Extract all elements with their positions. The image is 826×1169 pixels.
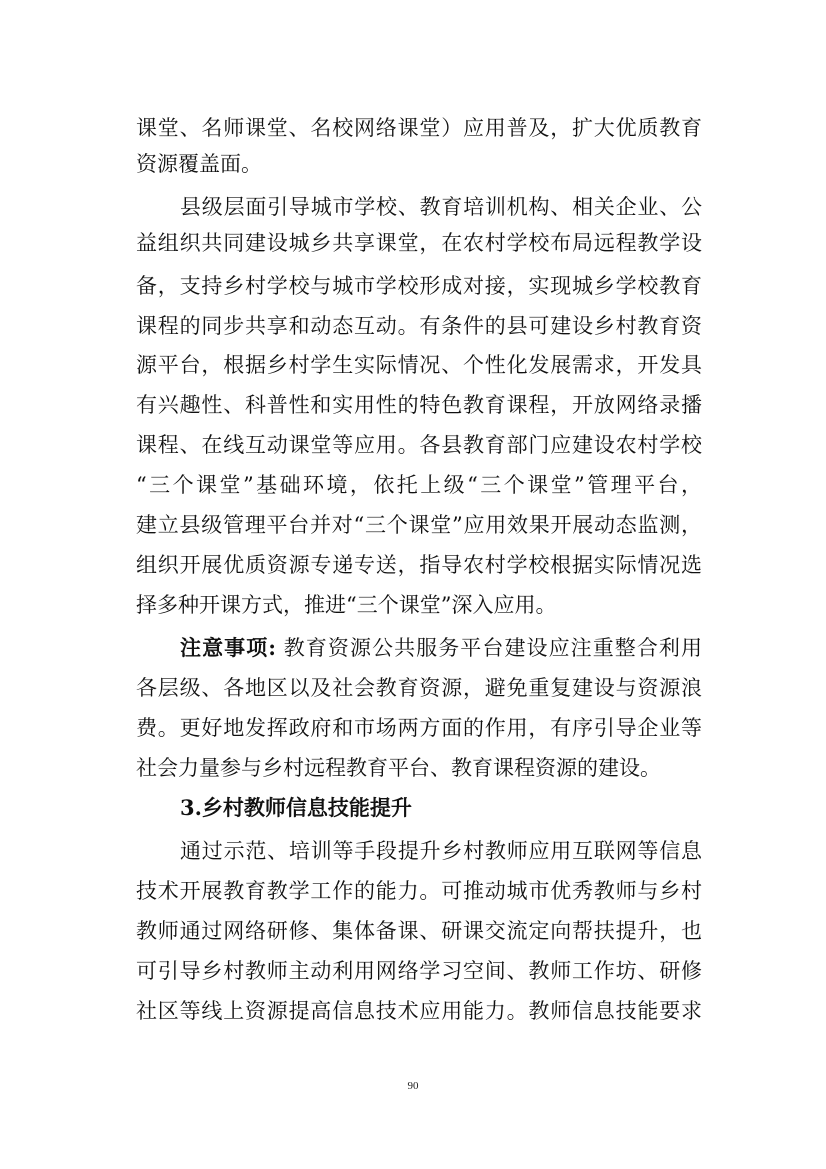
section-heading: 3.乡村教师信息技能提升: [180, 795, 412, 820]
paragraph-2-line-6: 有兴趣性、科普性和实用性的特色教育课程，开放网络录播: [136, 393, 702, 417]
paragraph-2-line-5: 源平台，根据乡村学生实际情况、个性化发展需求，开发具: [136, 353, 702, 377]
paragraph-2-line-8: “三个课堂”基础环境，依托上级“三个课堂”管理平台，: [136, 473, 702, 497]
paragraph-4-line-4: 可引导乡村教师主动利用网络学习空间、教师工作坊、研修: [136, 959, 702, 983]
page-number: 90: [407, 1080, 419, 1092]
paragraph-1-line-2: 资源覆盖面。: [136, 152, 262, 176]
paragraph-2-line-4: 课程的同步共享和动态互动。有条件的县可建设乡村教育资: [136, 314, 702, 338]
paragraph-4-line-3: 教师通过网络研修、集体备课、研课交流定向帮扶提升，也: [136, 919, 702, 943]
notes-label: 注意事项:: [180, 635, 277, 660]
paragraph-3-line-3: 费。更好地发挥政府和市场两方面的作用，有序引导企业等: [136, 716, 702, 740]
paragraph-1-line-1: 课堂、名师课堂、名校网络课堂）应用普及，扩大优质教育: [136, 116, 702, 140]
paragraph-2-line-2: 益组织共同建设城乡共享课堂，在农村学校布局远程教学设: [136, 231, 702, 255]
paragraph-3-line-2: 各层级、各地区以及社会教育资源，避免重复建设与资源浪: [136, 676, 702, 700]
paragraph-3-line-1: [180, 635, 702, 661]
notes-text: 教育资源公共服务平台建设应注重整合利用: [276, 636, 702, 660]
paragraph-4-line-2: 技术开展教育教学工作的能力。可推动城市优秀教师与乡村: [136, 879, 702, 903]
paragraph-2-line-9: 建立县级管理平台并对“三个课堂”应用效果开展动态监测，: [136, 513, 702, 537]
paragraph-2-line-1: 县级层面引导城市学校、教育培训机构、相关企业、公: [180, 195, 702, 219]
paragraph-4-line-1: 通过示范、培训等手段提升乡村教师应用互联网等信息: [180, 839, 702, 863]
paragraph-2-line-3: 备，支持乡村学校与城市学校形成对接，实现城乡学校教育: [136, 274, 702, 298]
paragraph-4-line-5: 社区等线上资源提高信息技术应用能力。教师信息技能要求: [136, 999, 702, 1023]
paragraph-2-line-10: 组织开展优质资源专递专送，指导农村学校根据实际情况选: [136, 553, 702, 577]
paragraph-2-line-11: 择多种开课方式，推进“三个课堂”深入应用。: [136, 593, 557, 617]
paragraph-3-line-4: 社会力量参与乡村远程教育平台、教育课程资源的建设。: [136, 756, 661, 780]
paragraph-2-line-7: 课程、在线互动课堂等应用。各县教育部门应建设农村学校: [136, 433, 702, 457]
